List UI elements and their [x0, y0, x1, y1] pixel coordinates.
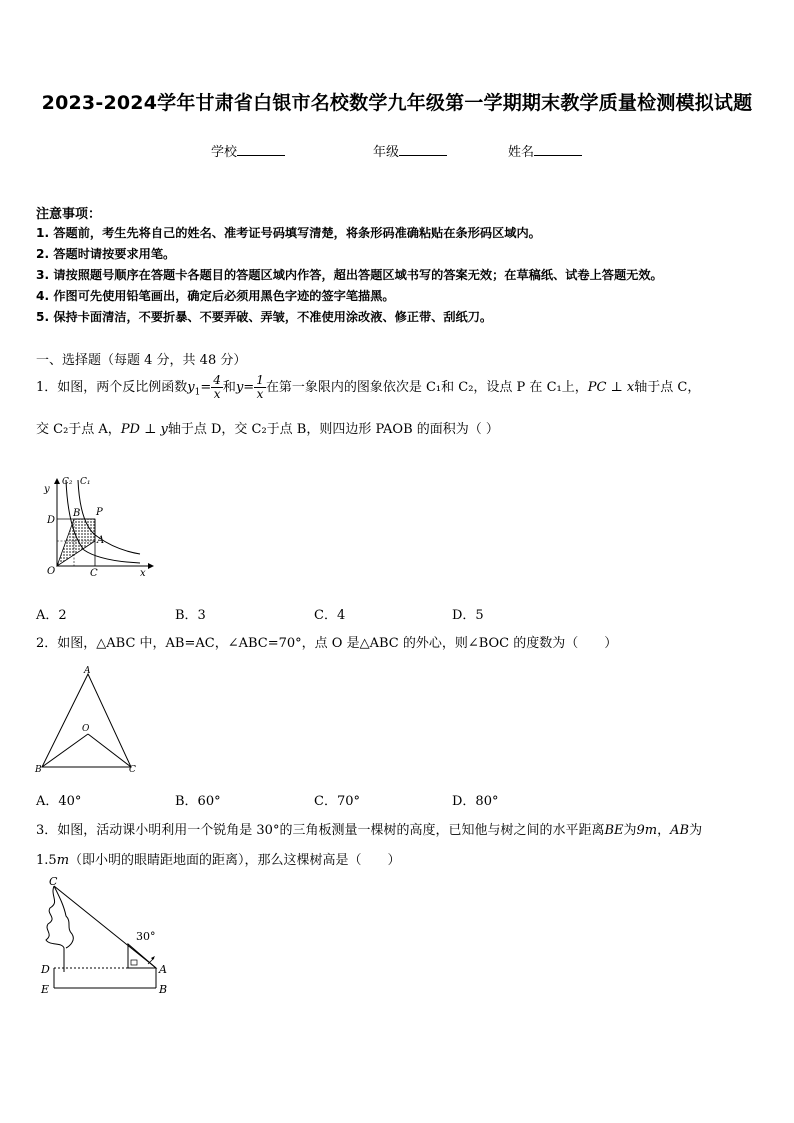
q2-option-b: B．60° [175, 794, 221, 809]
q1-option-a: A．2 [36, 608, 67, 623]
note-item: 3. 请按照题号顺序在答题卡各题目的答题区域内作答，超出答题区域书写的答案无效；在草稿纸、试卷上答题无效。 [36, 268, 663, 282]
fig2-label-c: C [129, 765, 136, 775]
q3-be: BE [604, 823, 624, 838]
q1-f1-den: x [213, 387, 221, 401]
q1-sub1: 1 [194, 387, 201, 398]
tree-right-outline [54, 886, 73, 948]
q1-f1-num: 4 [213, 373, 221, 387]
q2-figure [34, 664, 142, 776]
q2-text: 2．如图，△ABC 中，AB=AC，∠ABC=70°，点 O 是△ABC 的外心，则∠BOC 的度数为（ ） [36, 636, 618, 651]
q3-line2 [36, 851, 401, 871]
q3-line2a: 1.5 [36, 853, 57, 868]
q1-text-d: 轴于点 C， [634, 380, 701, 395]
q2-option-c: C．70° [314, 794, 360, 809]
q1-f2-num: 1 [256, 373, 264, 387]
y-axis-arrow [54, 478, 60, 484]
fig1-label-o: O [47, 566, 56, 577]
q1-fraction-2 [254, 374, 266, 401]
q1-figure [36, 470, 156, 578]
fig1-label-a: A [97, 535, 105, 546]
note-item: 2. 答题时请按要求用笔。 [36, 247, 176, 261]
fig1-label-d: D [47, 515, 56, 526]
note-item: 1. 答题前，考生先将自己的姓名、准考证号码填写清楚，将条形码准确粘贴在条形码区域内。 [36, 226, 541, 240]
fig3-label-angle: 30° [136, 930, 156, 943]
x-axis-arrow [148, 563, 154, 569]
q3-line1b: 为 [623, 823, 637, 838]
fig1-label-b: B [73, 508, 81, 519]
q3-line1a: 3．如图，活动课小明利用一个锐角是 30°的三角板测量一棵树的高度，已知他与树之间的水平距离 [36, 823, 605, 838]
q3-figure [36, 876, 176, 998]
grade-blank [399, 143, 447, 156]
q1-option-b: B．3 [175, 608, 206, 623]
q1-text-a: 1．如图，两个反比例函数 [36, 380, 188, 395]
q3-line1 [36, 821, 702, 841]
q1-option-c: C．4 [314, 608, 346, 623]
q2-option-a: A．40° [36, 794, 82, 809]
q1-pd: PD ⊥ y [120, 422, 168, 437]
q1-y1: y [187, 380, 195, 395]
q1-text-b: 和 [222, 380, 236, 395]
fig3-label-a: A [159, 963, 167, 976]
fig3-label-b: B [159, 983, 168, 996]
q1-eq1: = [200, 380, 212, 395]
set-square [128, 944, 156, 968]
name-field [508, 141, 582, 160]
fig3-label-c: C [49, 876, 58, 888]
fig3-label-d: D [41, 963, 50, 976]
name-blank [534, 143, 582, 156]
q1-y2: y [235, 380, 244, 395]
q3-line2b: （即小明的眼睛距地面的距离），那么这棵树高是（ ） [69, 853, 401, 868]
fig1-label-c2: C₂ [62, 477, 73, 487]
tree-left-outline [46, 886, 64, 972]
fig1-label-c1: C₁ [80, 477, 91, 487]
q3-m: m [56, 853, 70, 868]
school-field [211, 141, 285, 160]
notes-heading: 注意事项： [36, 207, 102, 222]
grade-field [373, 141, 447, 160]
shaded-region [57, 519, 95, 566]
q3-ab: AB [670, 823, 690, 838]
name-label: 姓名 [508, 145, 535, 160]
q2-option-d: D．80° [452, 794, 499, 809]
q3-comma: ， [657, 823, 671, 838]
q1-line1 [36, 374, 700, 403]
note-item: 4. 作图可先使用铅笔画出，确定后必须用黑色字迹的签字笔描黑。 [36, 289, 395, 303]
section-heading: 一、选择题（每题 4 分，共 48 分） [36, 353, 247, 368]
right-angle-mark [131, 960, 137, 965]
q1-pc: PC ⊥ x [587, 380, 635, 395]
q1-line2b: 轴于点 D，交 C₂于点 B，则四边形 PAOB 的面积为（ ） [167, 422, 499, 437]
fig1-label-c: C [90, 568, 98, 578]
q1-fraction-1 [211, 374, 223, 401]
q3-nine: 9m [636, 823, 658, 838]
fig2-label-a: A [84, 666, 91, 676]
fig2-label-b: B [35, 765, 42, 775]
q1-f2-den: x [256, 387, 264, 401]
page-title: 2023-2024学年甘肃省白银市名校数学九年级第一学期期末教学质量检测模拟试题 [41, 92, 753, 114]
segment-oc [88, 734, 131, 767]
q3-line1c: 为 [689, 823, 703, 838]
q1-option-d: D．5 [452, 608, 484, 623]
q1-eq2: = [243, 380, 255, 395]
q1-text-c: 在第一象限内的图象依次是 C₁和 C₂，设点 P 在 C₁上， [265, 380, 588, 395]
fig2-label-o: O [82, 724, 90, 734]
triangle-abc [42, 674, 131, 767]
school-label: 学校 [211, 145, 238, 160]
fig3-label-e: E [41, 983, 50, 996]
angle-arrow-head [151, 956, 155, 960]
fig1-label-p: P [96, 507, 103, 518]
note-item: 5. 保持卡面清洁，不要折暴、不要弄破、弄皱，不准使用涂改液、修正带、刮纸刀。 [36, 310, 493, 324]
fig1-label-x: x [140, 568, 146, 578]
segment-ob [42, 734, 88, 767]
q1-line2 [36, 420, 499, 440]
q1-line2a: 交 C₂于点 A， [36, 422, 121, 437]
school-blank [237, 143, 285, 156]
grade-label: 年级 [373, 145, 400, 160]
fig1-label-y: y [44, 484, 50, 495]
